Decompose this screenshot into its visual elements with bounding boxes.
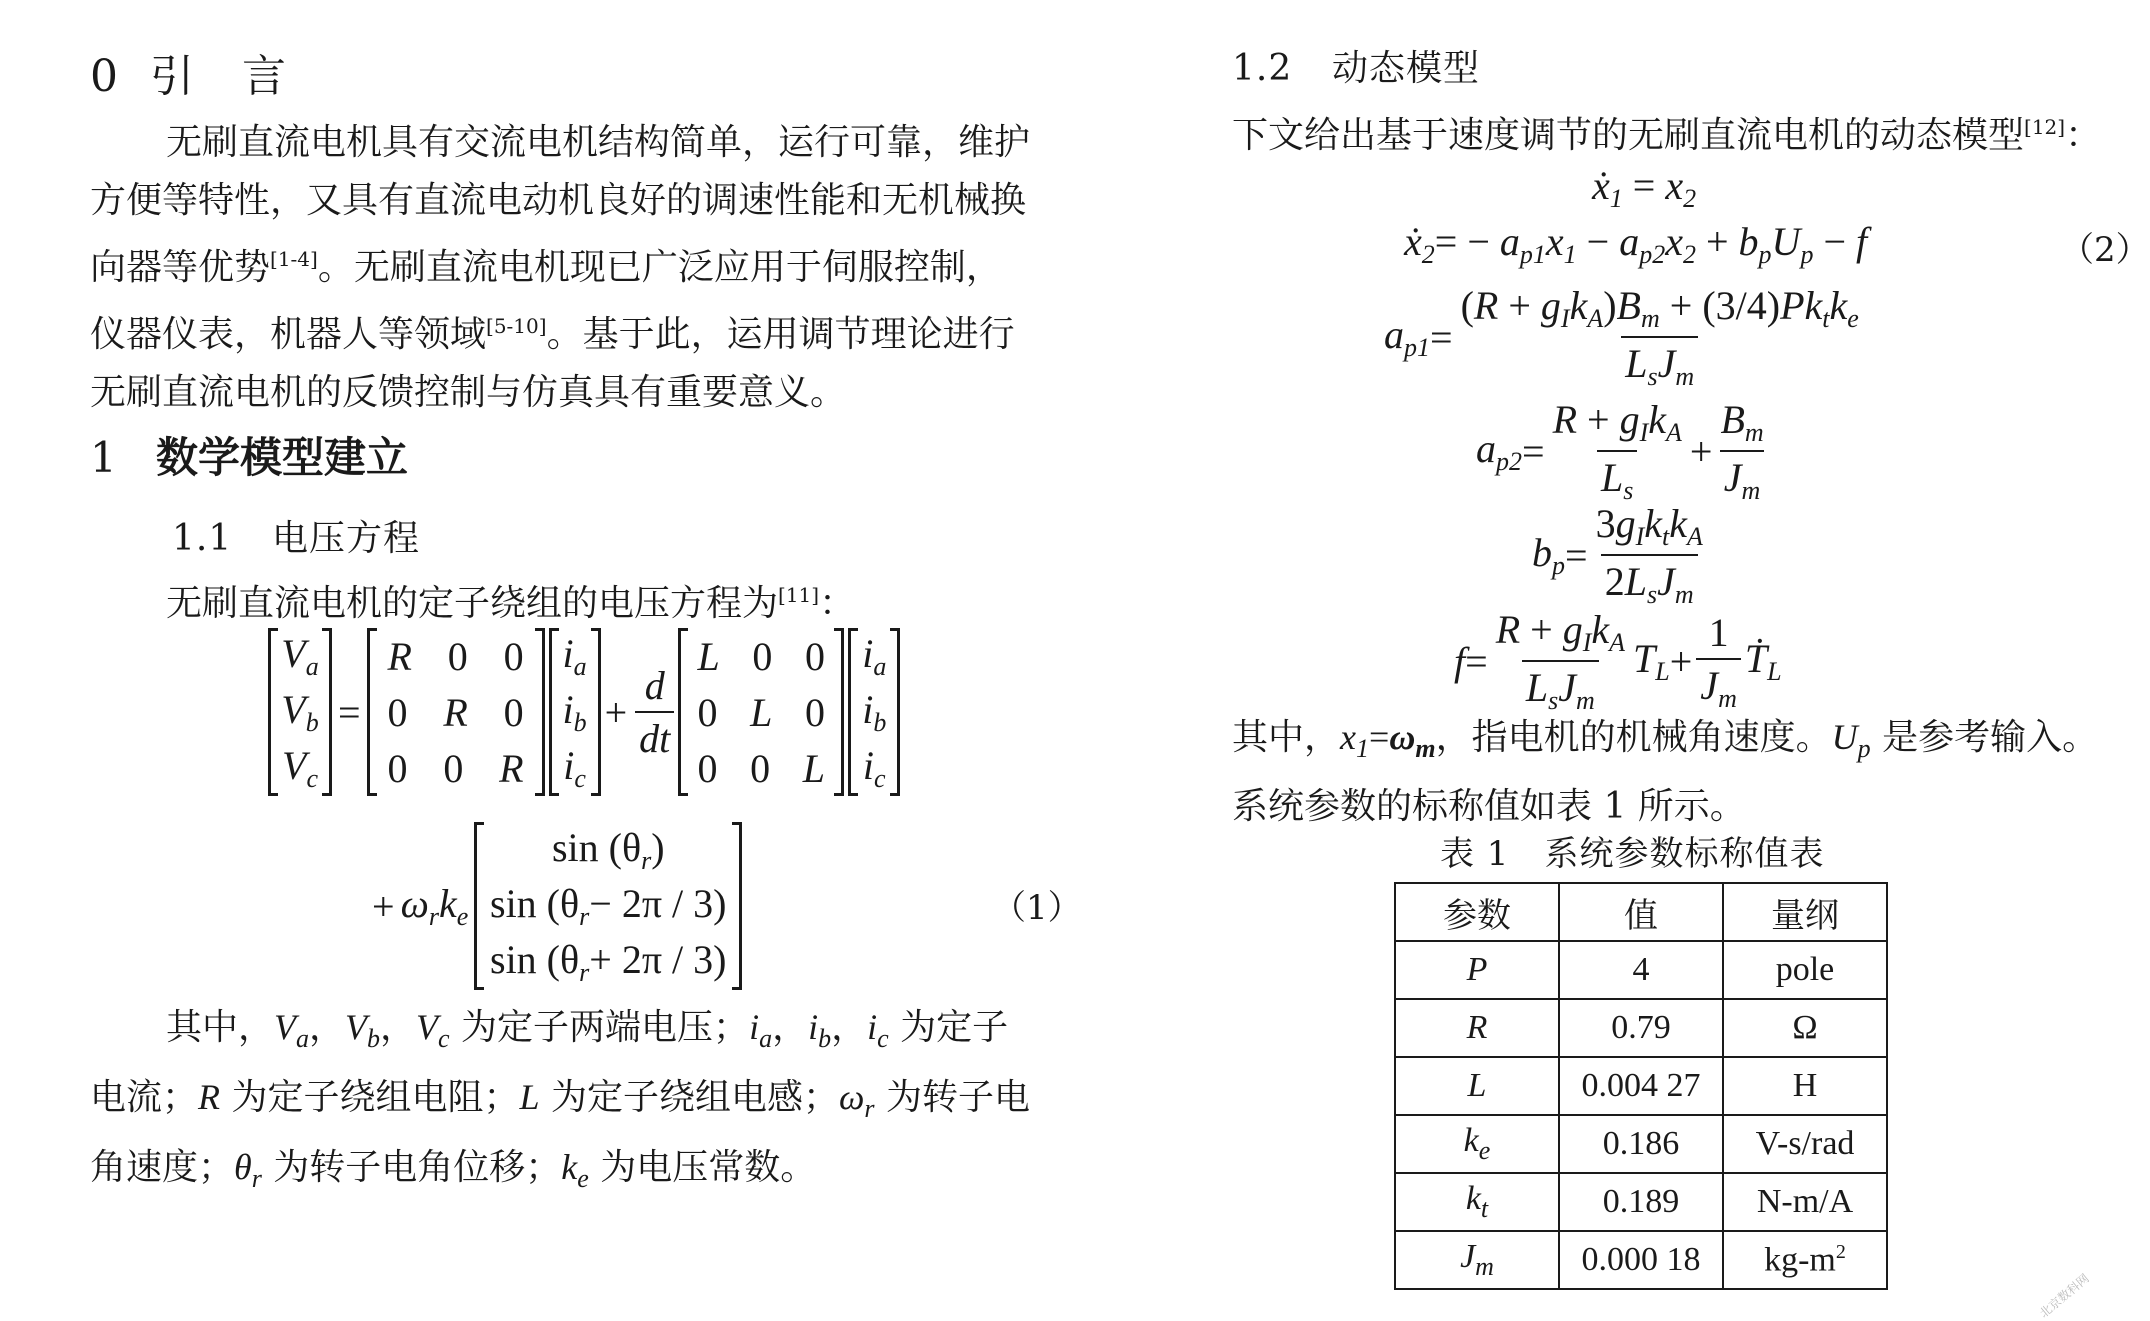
table-row	[1395, 999, 1887, 1057]
sin-term-1-tail: )	[651, 825, 665, 870]
param-value: 4	[1559, 941, 1723, 999]
note-prefix: 其中，	[1232, 717, 1341, 758]
param-symbol-sub: m	[1475, 1252, 1494, 1281]
citation-11: [11]	[778, 583, 820, 607]
intro-line-3	[90, 230, 1080, 297]
table-row	[1395, 1115, 1887, 1173]
param-unit: pole	[1723, 941, 1887, 999]
equation-1-matrix-row: $V_a$ $V_b$ $V_c$ = R 0 0 0 R 0 0 0 R $i_a$ $i_b$ $i_c$ + $\frac{d}{dt}$ L 0 0 0 L 0 0 0 L $i_a$ $i_b$ $i_c$	[268, 628, 900, 796]
sin-term-3-tail: + 2π / 3)	[589, 937, 727, 982]
param-symbol	[1395, 1173, 1559, 1231]
section-1-1-number: 1.1	[172, 518, 233, 559]
header-value: 值	[1559, 883, 1723, 941]
header-parameter: 参数	[1395, 883, 1559, 941]
sin-term-3: sin (θ	[490, 937, 580, 982]
param-symbol-sub: t	[1480, 1194, 1489, 1223]
table-row	[1395, 941, 1887, 999]
citation-5-10: [5-10]	[486, 314, 547, 338]
def-prefix: 其中，	[166, 1007, 275, 1048]
param-value: 0.000 18	[1559, 1231, 1723, 1289]
def-rotor-speed-b: 角速度；	[90, 1147, 235, 1188]
param-symbol-base: k	[1463, 1122, 1479, 1159]
param-unit: H	[1723, 1057, 1887, 1115]
intro-line-4-text: 仪器仪表，机器人等领域	[90, 314, 487, 355]
param-unit: V-s/rad	[1723, 1115, 1887, 1173]
note-line-1: 其中，$x_1=\omega_m$，指电机的机械角速度。$U_p$ 是参考输入。	[1232, 717, 2099, 763]
voltage-vector: $V_a$ $V_b$ $V_c$	[268, 628, 332, 796]
param-unit	[1723, 1231, 1887, 1289]
def-inductance: 为定子绕组电感；	[550, 1077, 839, 1118]
section-0-heading	[90, 40, 288, 104]
intro-line-4-text-b: 。基于此，运用调节理论进行	[546, 314, 1015, 355]
section-1-2-number: 1.2	[1232, 48, 1293, 89]
intro-line-2: 方便等特性，又具有直流电动机良好的调速性能和无机械换	[90, 180, 1027, 221]
section-1-heading	[90, 425, 408, 485]
resistance-matrix: R 0 0 0 R 0 0 0 R	[367, 628, 545, 796]
dynamic-model-intro	[1232, 98, 2101, 165]
eq2-line-2: $ẋ_2= - a_{p1}x_1 - a_{p2}x_2 + b_pU_p - f$	[1404, 219, 1868, 269]
unit-base: kg-m	[1764, 1241, 1836, 1279]
citation-1-4: [1-4]	[270, 247, 318, 271]
param-symbol-sub: e	[1478, 1136, 1491, 1165]
back-emf-vector: $\sin (\theta_r)$ $\sin (\theta_r- 2\pi / 3)$ $\sin (\theta_r+ 2\pi / 3)$	[474, 822, 742, 990]
section-0-title: 引 言	[150, 51, 288, 102]
section-1-2-heading	[1232, 40, 1480, 91]
table-row	[1395, 1057, 1887, 1115]
def-voltage: 为定子两端电压；	[461, 1007, 750, 1048]
dyn-intro-colon: ：	[2065, 115, 2102, 156]
note-speed: ，指电机的机械角速度。	[1435, 717, 1832, 758]
equation-1-back-emf: + $\omega_rk_e$ $\sin (\theta_r)$ $\sin (\theta_r- 2\pi / 3)$ $\sin (\theta_r+ 2\pi / 3)$	[372, 822, 742, 990]
unit-superscript: 2	[1835, 1240, 1846, 1263]
section-1-1-title: 电压方程	[272, 518, 421, 559]
eq2-line-1: $ẋ_1 = x_2$	[1592, 163, 1697, 213]
eq2-line-3: $a_{p1}$ = $\frac{(R + g_Ik_A)B_m + (3/4)Pk_tk_e}{L_sJ_m}$	[1384, 283, 1859, 391]
param-value: 0.189	[1559, 1173, 1723, 1231]
intro-line-3-text: 向器等优势	[90, 247, 271, 288]
section-1-number: 1	[90, 433, 117, 482]
definitions-line-1: 其中，$V_a$，$V_b$，$V_c$ 为定子两端电压；$i_a$，$i_b$，$i_c$ 为定子	[166, 1007, 1009, 1053]
derivative-operator: $\frac{d}{dt}$	[635, 662, 674, 762]
def-current-c: 电流；	[90, 1077, 199, 1118]
eq2-line-6: f = $\frac{R + g_Ik_A}{L_sJ_m}$ $T_L$ + $\frac{1}{J_m}$ $Ṫ_L$	[1454, 607, 1782, 715]
header-unit: 量纲	[1723, 883, 1887, 941]
sin-term-2-tail: − 2π / 3)	[589, 881, 727, 926]
intro-paragraph	[90, 114, 1080, 422]
param-symbol-base: k	[1465, 1180, 1481, 1217]
sin-term-1: sin (θ	[551, 825, 642, 870]
intro-line-1: 无刷直流电机具有交流电机结构简单，运行可靠，维护	[166, 122, 1031, 163]
param-value: 0.79	[1559, 999, 1723, 1057]
param-symbol: P	[1395, 941, 1559, 999]
table-row	[1395, 1231, 1887, 1289]
eq2-line-4: $a_{p2}$ = $\frac{R + g_Ik_A}{L_s}$ + $\frac{B_m}{J_m}$	[1476, 397, 1764, 505]
section-0-number: 0	[90, 51, 120, 102]
def-current-a: 为定	[900, 1007, 973, 1048]
intro-line-4	[90, 297, 1080, 364]
def-rotor-angle: 为转子电角位移；	[273, 1147, 562, 1188]
param-symbol: R	[1395, 999, 1559, 1057]
dyn-intro-text: 下文给出基于速度调节的无刷直流电机的动态模型	[1232, 115, 2025, 156]
def-rotor-speed-a: 为转子电	[885, 1077, 1030, 1118]
parameter-table	[1394, 882, 1888, 1290]
table-row	[1395, 1173, 1887, 1231]
citation-12: [12]	[2024, 115, 2066, 139]
voltage-equation-intro	[166, 566, 855, 633]
voltage-intro-text: 无刷直流电机的定子绕组的电压方程为	[166, 583, 779, 624]
def-current-b: 子	[972, 1007, 1009, 1048]
param-value: 0.004 27	[1559, 1057, 1723, 1115]
current-vector: $i_a$ $i_b$ $i_c$	[549, 628, 601, 796]
section-1-title: 数学模型建立	[156, 433, 409, 482]
param-unit: N-m/A	[1723, 1173, 1887, 1231]
def-resistance: 为定子绕组电阻；	[231, 1077, 520, 1118]
note-reference: 是参考输入。	[1882, 717, 2099, 758]
param-symbol	[1395, 1115, 1559, 1173]
dynamic-model-note	[1232, 708, 2098, 836]
watermark: 北京数科网	[2036, 1271, 2092, 1321]
param-symbol: L	[1395, 1057, 1559, 1115]
intro-line-3-text-b: 。无刷直流电机现已广泛应用于伺服控制，	[317, 247, 1002, 288]
intro-line-5: 无刷直流电机的反馈控制与仿真具有重要意义。	[90, 372, 847, 413]
param-unit: Ω	[1723, 999, 1887, 1057]
table-header-row	[1395, 883, 1887, 941]
note-line-2: 系统参数的标称值如表 1 所示。	[1232, 786, 1746, 827]
sin-term-2: sin (θ	[490, 881, 580, 926]
inductance-matrix: L 0 0 0 L 0 0 0 L	[678, 628, 844, 796]
definitions-line-2: 电流；R 为定子绕组电阻；L 为定子绕组电感；$\omega_r$ 为转子电	[90, 1077, 1030, 1123]
equation-1-label: （1）	[992, 888, 1082, 928]
voltage-intro-colon: ：	[819, 583, 856, 624]
def-voltage-constant: 为电压常数。	[600, 1147, 817, 1188]
equation-2-label: （2）	[2060, 230, 2150, 270]
definitions-line-3: 角速度；$\theta_r$ 为转子电角位移；$k_e$ 为电压常数。	[90, 1147, 817, 1193]
current-vector-2: $i_a$ $i_b$ $i_c$	[848, 628, 900, 796]
param-symbol-base: J	[1460, 1238, 1476, 1275]
param-value: 0.186	[1559, 1115, 1723, 1173]
eq2-line-5: $b_p$ = $\frac{3g_Ik_tk_A}{2L_sJ_m}$	[1532, 501, 1703, 609]
param-symbol	[1395, 1231, 1559, 1289]
table-1-caption: 表 1 系统参数标称值表	[1440, 834, 1825, 874]
symbol-definitions	[90, 998, 1080, 1208]
section-1-1-heading	[172, 510, 420, 561]
section-1-2-title: 动态模型	[1332, 48, 1481, 89]
